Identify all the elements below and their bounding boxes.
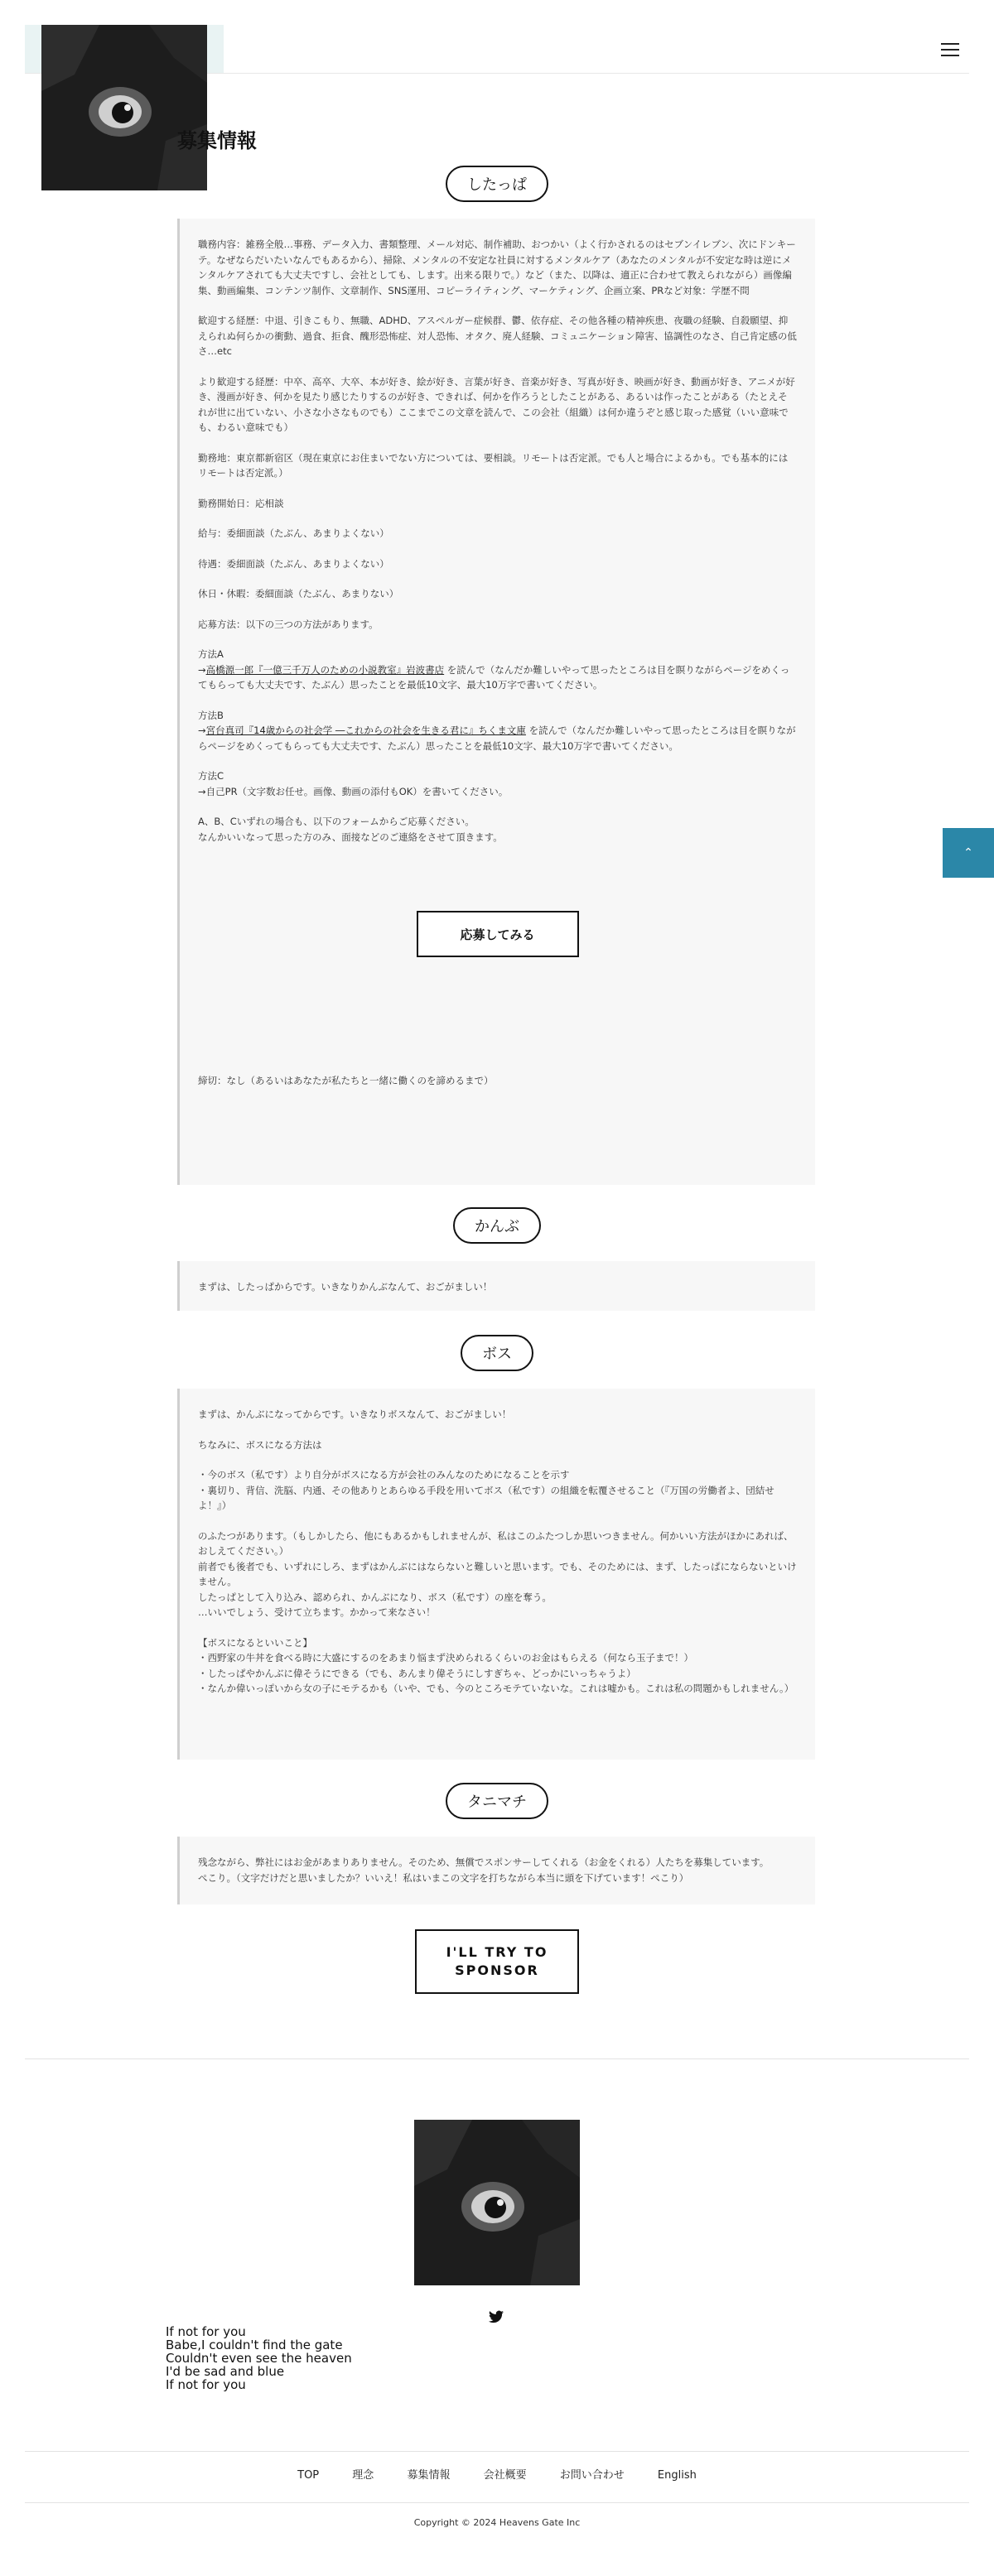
twitter-icon[interactable] (489, 2310, 504, 2323)
form-spacer (198, 957, 797, 1073)
footer-divider (25, 2058, 969, 2059)
copyright: Copyright © 2024 Heavens Gate Inc (413, 2517, 581, 2528)
footer-nav-divider-bottom (25, 2502, 969, 2503)
footer-logo[interactable] (414, 2120, 580, 2285)
footer-nav-contact[interactable]: お問い合わせ (559, 2469, 625, 2482)
salary: 給与：委細面談（たぶん、あまりよくない） (198, 527, 389, 539)
boss-merit-item: ・したっぱやかんぶに偉そうにできる（でも、あんまり偉そうにしすぎちゃ、どっかにいっちゃうよ） (198, 1667, 636, 1679)
boss-merit-item: ・西野家の牛丼を食べる時に大盛にするのをあまり悩まず決められるくらいのお金はもらえる（何なら玉子まで！） (198, 1652, 693, 1664)
boss-p3 (198, 1529, 797, 1620)
method-a-text: を読んで（なんだか難しいやって思ったところは目を瞑りながらページをめくってもらっても大丈夫です、たぶん）思ったことを最低10文字、最大10万字で書いてください。 (198, 663, 790, 691)
boss-merits-title: 【ボスになるといいこと】 (198, 1636, 312, 1649)
method-a-title: 方法A (198, 648, 224, 660)
application-method: 応募方法：以下の三つの方法があります。 (198, 618, 379, 630)
kanbu-text: まずは、したっぱからです。いきなりかんぶなんて、おごがましい！ (198, 1281, 493, 1293)
method-b-text: を読んで（なんだか難しいやって思ったところは目を瞑りながらページをめくってもらっても大丈夫です、たぶん）思ったことを最低10文字、最大10万字で書いてください。 (198, 725, 796, 752)
welcome-career: 歓迎する経歴：中退、引きこもり、無職、ADHD、アスペルガー症候群、鬱、依存症、その他各種の精神疾患、夜職の経験、自殺願望、抑えられぬ何らかの衝動、過食、拒食、醜形恐怖症、対人恐怖、オタク、廃人経験、コミュニケーション障害、協調性のなさ、自己肯定感の低さ…etc (198, 315, 797, 357)
boss-merits (198, 1635, 797, 1697)
scroll-to-top-button[interactable] (943, 828, 994, 878)
closing-note (198, 814, 797, 845)
footer-nav-recruit[interactable]: 募集情報 (407, 2469, 451, 2482)
boss-list1-item: ・裏切り、背信、洗脳、内通、その他ありとあらゆる手段を用いてボス（私です）の組織を転覆させること（『万国の労働者よ、団結せよ！』） (198, 1484, 774, 1511)
method-a-book-link[interactable]: 高橋源一郎『一億三千万人のための小説教室』岩波書店 (205, 663, 445, 676)
job-description: 職務内容：雑務全般…事務、データ入力、書類整理、メール対応、制作補助、おつかい（よく行かされるのはセブンイレブン、次にドンキーテ。なぜならだいたいなんでもあるから）、掃除、メンタルの不安定な社員に対するメンタルケア（あなたのメンタルが不安定な時は逆にメンタルケアされても大丈夫ですし、会社としても、します。出来る限りで。）など（また、以降は、適正に合わせて教えられながら）画像編集、動画編集、コンテンツ制作、文章制作、SNS運用、コピーライティング、マーケティング、企画立案、PRなど対象：学歴不問 (198, 238, 796, 296)
footer-nav-english[interactable]: English (657, 2469, 697, 2482)
boss-list1-item: ・今のボス（私です）より自分がボスになる方が会社のみんなのためになることを示す (198, 1469, 570, 1481)
closing-line-1: A、B、Cいずれの場合も、以下のフォームからご応募ください。 (198, 816, 475, 827)
method-b-arrow: → (198, 725, 206, 736)
method-c-title: 方法C (198, 770, 224, 782)
boss-p3-line: …いいでしょう、受けて立ちます。かかって来なさい！ (198, 1606, 436, 1618)
work-location: 勤務地：東京都新宿区（現在東京にお住まいでない方については、要相談。リモートは否定派。でも人と場合によるかも。でも基本的にはリモートは否定派。） (198, 451, 789, 479)
tanimachi-line: 残念ながら、弊社にはお金があまりありません。そのため、無償でスポンサーしてくれる（お金をくれる）人たちを募集しています。 (198, 1856, 770, 1868)
lyric-line: Babe,I couldn't find the gate (166, 2338, 343, 2352)
tanimachi-card (177, 1837, 815, 1904)
footer-nav-divider-top (25, 2451, 969, 2452)
deadline: 締切：なし（あるいはあなたが私たちと一緒に働くのを諦めるまで） (198, 1075, 494, 1086)
preferred-career: より歓迎する経歴：中卒、高卒、大卒、本が好き、絵が好き、言葉が好き、音楽が好き、写真が好き、映画が好き、動画が好き、アニメが好き、漫画が好き、何かを見たり感じたりするのが好き、できれば、何かを作ろうとしたことがある、あるいは作ったことがある（たとえそれが世に出ていない、小さな小さなものでも）ここまでこの文章を読んで、この会社（組織）は何か違うぞと感じ取った感覚（いい意味でも、わるい意味でも） (198, 375, 795, 433)
footer-lyrics (166, 2325, 352, 2391)
kanbu-card (177, 1261, 815, 1311)
apply-button[interactable]: 応募してみる (417, 911, 579, 957)
section-label-shitappa: したっぱ (446, 166, 548, 202)
boss-p2: ちなみに、ボスになる方法は (198, 1438, 322, 1451)
holidays: 休日・休暇：委細面談（たぶん、あまりない） (198, 588, 399, 599)
tanimachi-line: ぺこり。（文字だけだと思いましたか？いいえ！私はいまこの文字を打ちながら本当に頭を下げています！ぺこり） (198, 1871, 689, 1884)
boss-card (177, 1389, 815, 1760)
sponsor-button-line1: I'LL TRY TO (446, 1944, 548, 1960)
boss-p3-line: 前者でも後者でも、いずれにしろ、まずはかんぶにはならないと難しいと思います。でも、そのためには、まず、したっぱにならないといけません。 (198, 1560, 797, 1587)
boss-p3-line: のふたつがあります。（もしかしたら、他にもあるかもしれませんが、私はこのふたつしか思いつきません。何かいい方法がほかにあれば、おしえてください。） (198, 1529, 794, 1557)
method-c-text: →自己PR（文字数お任せ。画像、動画の添付もOK）を書いてください。 (198, 785, 509, 797)
chevron-up-icon: ⌃ (963, 846, 973, 859)
footer-nav-philosophy[interactable]: 理念 (352, 2469, 374, 2482)
method-b-title: 方法B (198, 709, 224, 721)
footer-nav (0, 2466, 994, 2482)
method-a-arrow: → (198, 663, 206, 676)
closing-line-2: なんかいいなって思った方のみ、面接などのご連絡をさせて頂きます。 (198, 831, 503, 843)
boss-list1 (198, 1467, 797, 1514)
method-a (198, 647, 797, 693)
method-b (198, 708, 797, 754)
section-label-boss: ボス (461, 1335, 533, 1371)
benefits: 待遇：委細面談（たぶん、あまりよくない） (198, 557, 389, 570)
section-label-tanimachi: タニマチ (446, 1783, 548, 1819)
tanimachi-text (198, 1855, 797, 1885)
footer-nav-top[interactable]: TOP (297, 2469, 320, 2482)
method-c (198, 768, 797, 799)
footer-nav-company[interactable]: 会社概要 (483, 2469, 527, 2482)
lyric-line: I'd be sad and blue (166, 2364, 285, 2379)
method-b-book-link[interactable]: 宮台真司『14歳からの社会学 ―これからの社会を生きる君に』ちくま文庫 (205, 725, 526, 736)
section-label-kanbu: かんぶ (453, 1207, 541, 1244)
site-logo[interactable] (41, 25, 207, 190)
start-date: 勤務開始日：応相談 (198, 497, 284, 509)
shitappa-card (177, 219, 815, 1185)
boss-p1: まずは、かんぶになってからです。いきなりボスなんて、おごがましい！ (198, 1408, 512, 1420)
sponsor-button[interactable] (415, 1929, 579, 1994)
boss-merit-item: ・なんか偉いっぽいから女の子にモテるかも（いや、でも、今のところモテていないな。これは嘘かも。これは私の問題かもしれません。） (198, 1683, 794, 1694)
lyric-line: If not for you (166, 2377, 246, 2392)
page-title: 募集情報 (177, 129, 257, 152)
lyric-line: Couldn't even see the heaven (166, 2351, 352, 2366)
boss-p3-line: したっぱとして入り込み、認められ、かんぶになり、ボス（私です）の座を奪う。 (198, 1591, 552, 1603)
hamburger-menu-icon[interactable] (941, 43, 959, 56)
sponsor-button-line2: SPONSOR (455, 1962, 539, 1978)
lyric-line: If not for you (166, 2324, 246, 2339)
